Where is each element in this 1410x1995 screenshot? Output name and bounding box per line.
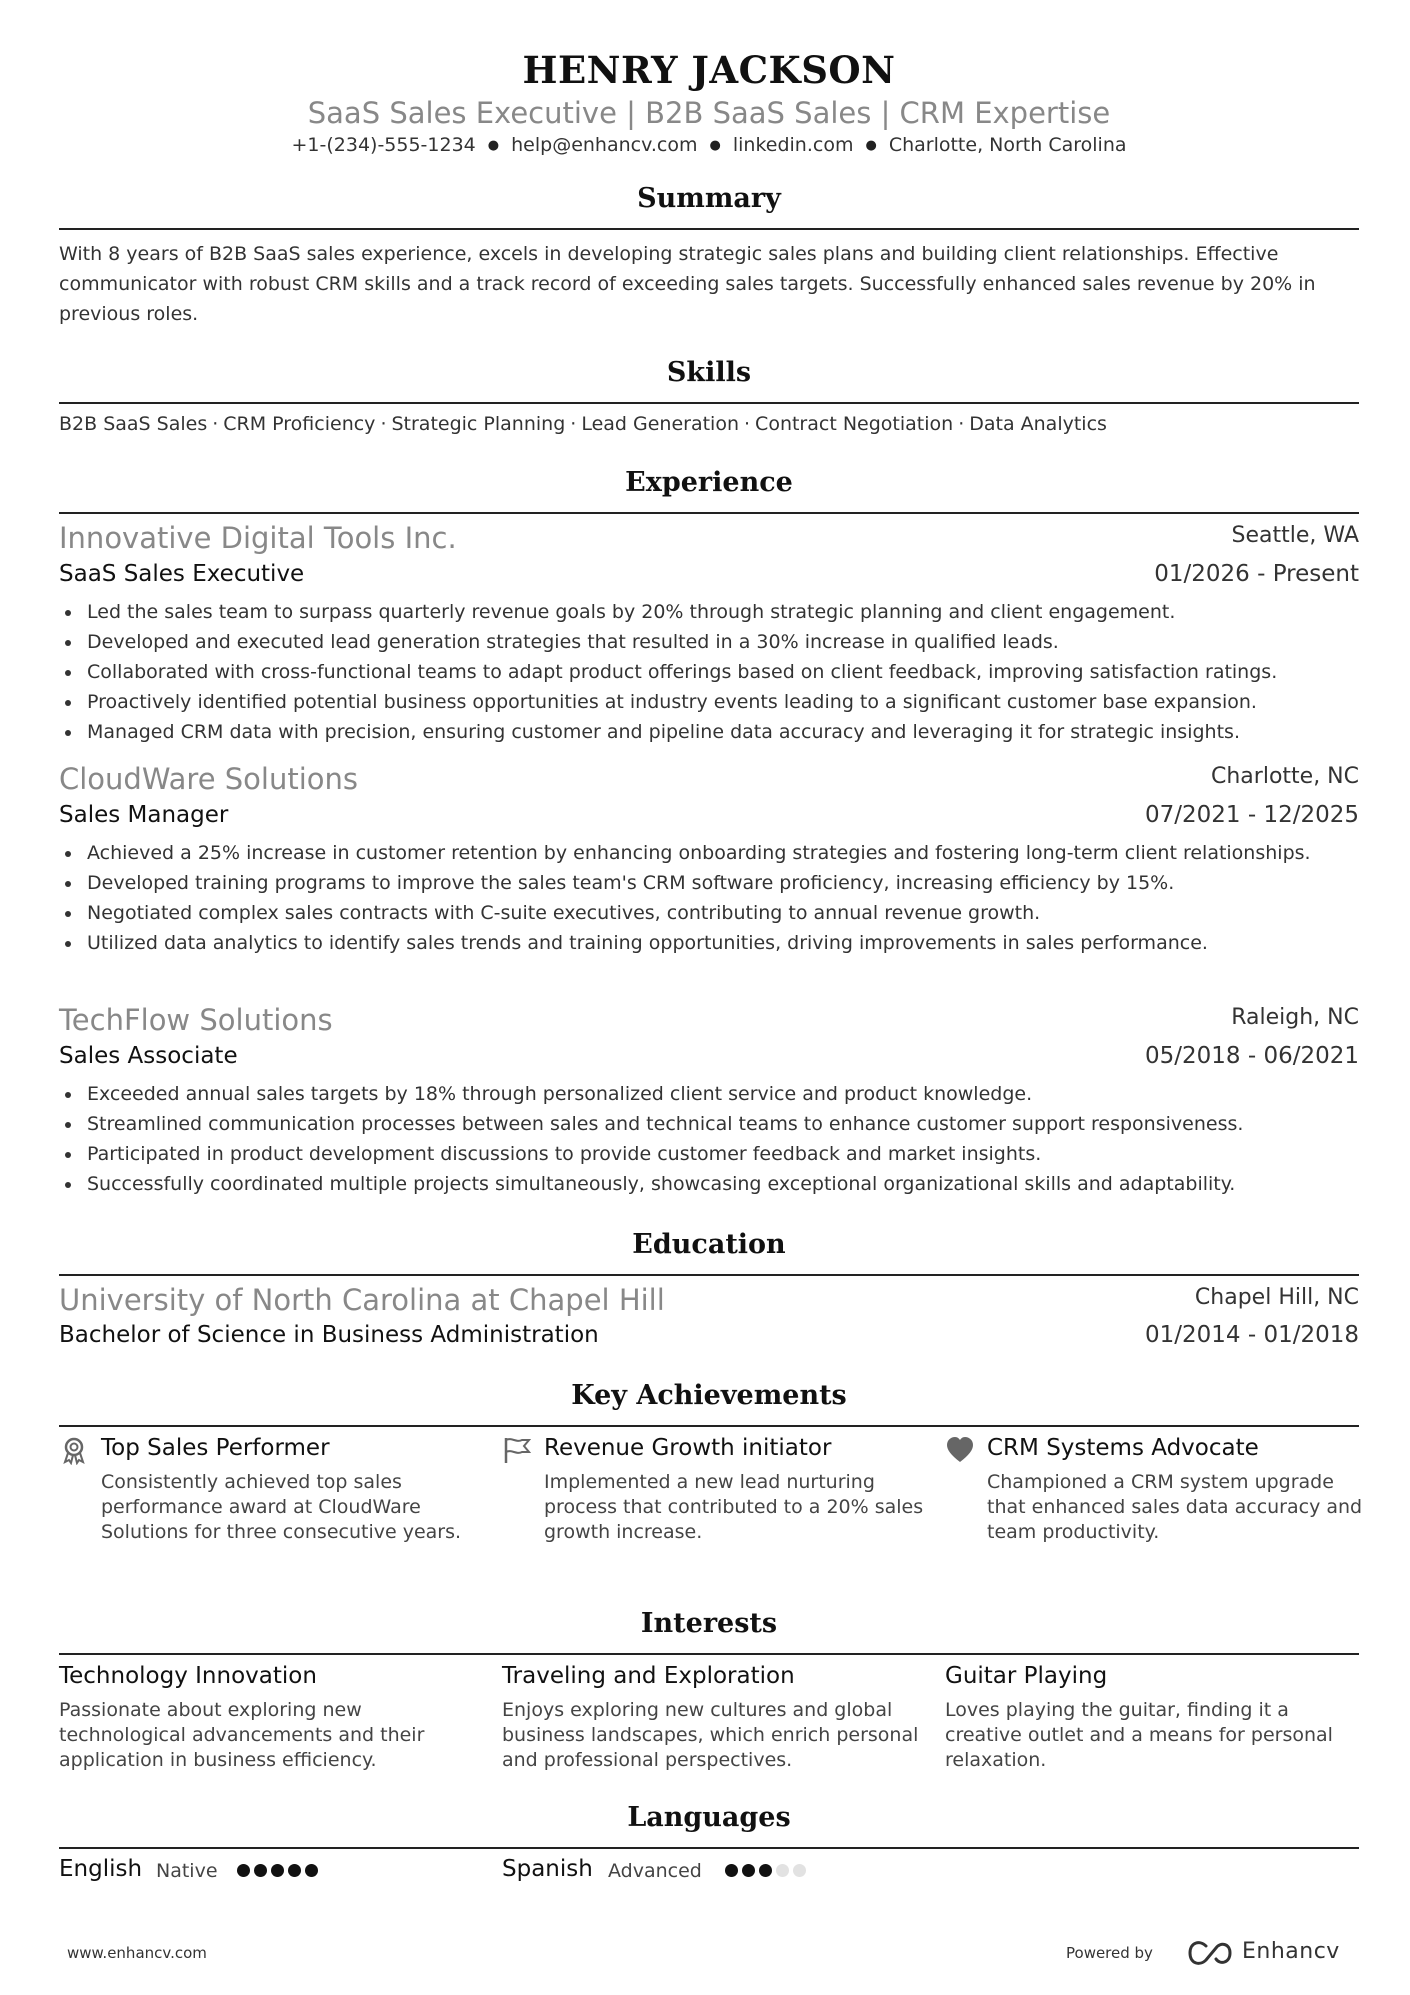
summary-text: With 8 years of B2B SaaS sales experience, excels in developing strategic sales plans and building client relationships. Effective communicator with robust CRM skills and a track record of exceeding sales targets. Successfully enhanced sales revenue by 20% in previous roles. — [59, 243, 1316, 325]
section-divider — [59, 1847, 1359, 1849]
achievement-title: Revenue Growth initiator — [544, 1435, 832, 1461]
list-item: Exceeded annual sales targets by 18% through personalized client service and product knowledge. — [59, 1079, 1359, 1109]
rating-dot-filled — [288, 1864, 301, 1877]
separator-dot: ● — [865, 138, 877, 153]
job-role: Sales Associate — [59, 1043, 238, 1069]
education-degree: Bachelor of Science in Business Administration — [59, 1322, 599, 1348]
job-bullets — [59, 1079, 1359, 1199]
job-role: SaaS Sales Executive — [59, 561, 305, 587]
rating-dot-filled — [742, 1864, 755, 1877]
interest-desc: Passionate about exploring new technological advancements and their application in business efficiency. — [59, 1699, 425, 1771]
section-divider — [59, 228, 1359, 230]
achievement-desc: Consistently achieved top sales performance award at CloudWare Solutions for three consecutive years. — [101, 1471, 462, 1543]
language-level: Advanced — [608, 1860, 702, 1882]
job-company: CloudWare Solutions — [59, 762, 359, 796]
job-company: TechFlow Solutions — [59, 1003, 333, 1037]
section-title-skills: Skills — [666, 357, 752, 388]
interest-item — [59, 1663, 479, 1773]
separator-dot: ● — [709, 138, 721, 153]
achievement-title: CRM Systems Advocate — [987, 1435, 1259, 1461]
job-company: Innovative Digital Tools Inc. — [59, 521, 457, 555]
powered-by-label: Powered by — [1066, 1944, 1153, 1962]
education-location: Chapel Hill, NC — [1194, 1285, 1359, 1310]
linkedin-link[interactable]: linkedin.com — [732, 134, 854, 156]
location: Charlotte, North Carolina — [888, 134, 1127, 156]
achievement-item — [59, 1435, 479, 1585]
section-title-interests: Interests — [640, 1608, 778, 1639]
job-bullets — [59, 838, 1359, 958]
list-item: Developed training programs to improve the sales team's CRM software proficiency, increasing efficiency by 15%. — [59, 868, 1359, 898]
section-divider — [59, 512, 1359, 514]
list-item: Streamlined communication processes between sales and technical teams to enhance customer support responsiveness. — [59, 1109, 1359, 1139]
interest-title: Guitar Playing — [945, 1663, 1108, 1689]
contact-line — [59, 134, 1359, 156]
skill-item: Strategic Planning — [391, 413, 566, 435]
list-item: Achieved a 25% increase in customer retention by enhancing onboarding strategies and fostering long-term client relationships. — [59, 838, 1359, 868]
footer-website-link[interactable]: www.enhancv.com — [67, 1944, 207, 1962]
list-item: Utilized data analytics to identify sales trends and training opportunities, driving improvements in sales performance. — [59, 928, 1359, 958]
rating-dot-filled — [237, 1864, 250, 1877]
rating-dot-filled — [759, 1864, 772, 1877]
job-dates: 05/2018 - 06/2021 — [1144, 1043, 1359, 1069]
list-item: Developed and executed lead generation strategies that resulted in a 30% increase in qualified leads. — [59, 627, 1359, 657]
section-divider — [59, 1425, 1359, 1427]
section-title-education: Education — [632, 1229, 786, 1260]
rating-dot-empty — [776, 1864, 789, 1877]
achievement-title: Top Sales Performer — [101, 1435, 330, 1461]
email-link[interactable]: help@enhancv.com — [511, 134, 698, 156]
interest-title: Technology Innovation — [59, 1663, 317, 1689]
candidate-name: HENRY JACKSON — [522, 48, 896, 92]
list-item: Managed CRM data with precision, ensuring customer and pipeline data accuracy and leveraging it for strategic insights. — [59, 717, 1359, 747]
section-title-languages: Languages — [627, 1802, 791, 1833]
list-item: Collaborated with cross-functional teams to adapt product offerings based on client feedback, improving satisfaction ratings. — [59, 657, 1359, 687]
language-name: Spanish — [502, 1856, 593, 1882]
language-rating — [237, 1862, 322, 1881]
language-item — [502, 1856, 922, 1890]
achievement-desc: Implemented a new lead nurturing process that contributed to a 20% sales growth increase. — [544, 1471, 924, 1543]
section-divider — [59, 402, 1359, 404]
section-title-summary: Summary — [637, 183, 781, 214]
section-divider — [59, 1274, 1359, 1276]
heart-icon — [945, 1435, 975, 1465]
list-item: Proactively identified potential business opportunities at industry events leading to a significant customer base expansion. — [59, 687, 1359, 717]
enhancv-logo-icon — [1186, 1938, 1234, 1968]
education-dates: 01/2014 - 01/2018 — [1144, 1322, 1359, 1348]
interest-item — [502, 1663, 922, 1773]
skill-item: CRM Proficiency — [223, 413, 376, 435]
skill-item: Contract Negotiation — [755, 413, 954, 435]
brand-name[interactable]: Enhancv — [1242, 1939, 1340, 1964]
section-divider — [59, 1653, 1359, 1655]
rating-dot-filled — [254, 1864, 267, 1877]
section-title-achievements: Key Achievements — [571, 1380, 847, 1411]
flag-icon — [502, 1435, 532, 1465]
skill-item: Lead Generation — [581, 413, 739, 435]
rating-dot-filled — [271, 1864, 284, 1877]
job-role: Sales Manager — [59, 802, 229, 828]
interest-desc: Loves playing the guitar, finding it a creative outlet and a means for personal relaxation. — [945, 1699, 1333, 1771]
language-name: English — [59, 1856, 143, 1882]
candidate-headline: SaaS Sales Executive | B2B SaaS Sales | CRM Expertise — [307, 96, 1111, 130]
list-item: Led the sales team to surpass quarterly revenue goals by 20% through strategic planning and client engagement. — [59, 597, 1359, 627]
job-location: Raleigh, NC — [1231, 1005, 1359, 1030]
skill-item: B2B SaaS Sales — [59, 413, 208, 435]
list-item: Participated in product development discussions to provide customer feedback and market insights. — [59, 1139, 1359, 1169]
language-level: Native — [156, 1860, 218, 1882]
list-item: Negotiated complex sales contracts with C-suite executives, contributing to annual revenue growth. — [59, 898, 1359, 928]
interest-item — [945, 1663, 1365, 1773]
phone: +1-(234)-555-1234 — [291, 134, 476, 156]
language-item — [59, 1856, 479, 1890]
skill-item: Data Analytics — [969, 413, 1107, 435]
job-location: Charlotte, NC — [1211, 764, 1359, 789]
rating-dot-filled — [305, 1864, 318, 1877]
award-icon — [59, 1435, 89, 1465]
job-bullets — [59, 597, 1359, 747]
interest-desc: Enjoys exploring new cultures and global business landscapes, which enrich personal and professional perspectives. — [502, 1699, 919, 1771]
section-title-experience: Experience — [625, 467, 793, 498]
job-dates: 07/2021 - 12/2025 — [1144, 802, 1359, 828]
job-location: Seattle, WA — [1231, 523, 1359, 548]
list-item: Successfully coordinated multiple projects simultaneously, showcasing exceptional organizational skills and adaptability. — [59, 1169, 1359, 1199]
separator-dot: ● — [487, 138, 500, 153]
rating-dot-filled — [725, 1864, 738, 1877]
job-dates: 01/2026 - Present — [1154, 561, 1359, 587]
rating-dot-empty — [793, 1864, 806, 1877]
interest-title: Traveling and Exploration — [502, 1663, 795, 1689]
skills-list: B2B SaaS Sales · CRM Proficiency · Strategic Planning · Lead Generation · Contract Negotiation · Data Analytics — [59, 413, 1107, 435]
education-school: University of North Carolina at Chapel Hill — [59, 1283, 665, 1317]
language-rating — [725, 1862, 810, 1881]
achievement-item — [502, 1435, 922, 1585]
achievement-item — [945, 1435, 1365, 1585]
achievement-desc: Championed a CRM system upgrade that enhanced sales data accuracy and team productivity. — [987, 1471, 1363, 1543]
